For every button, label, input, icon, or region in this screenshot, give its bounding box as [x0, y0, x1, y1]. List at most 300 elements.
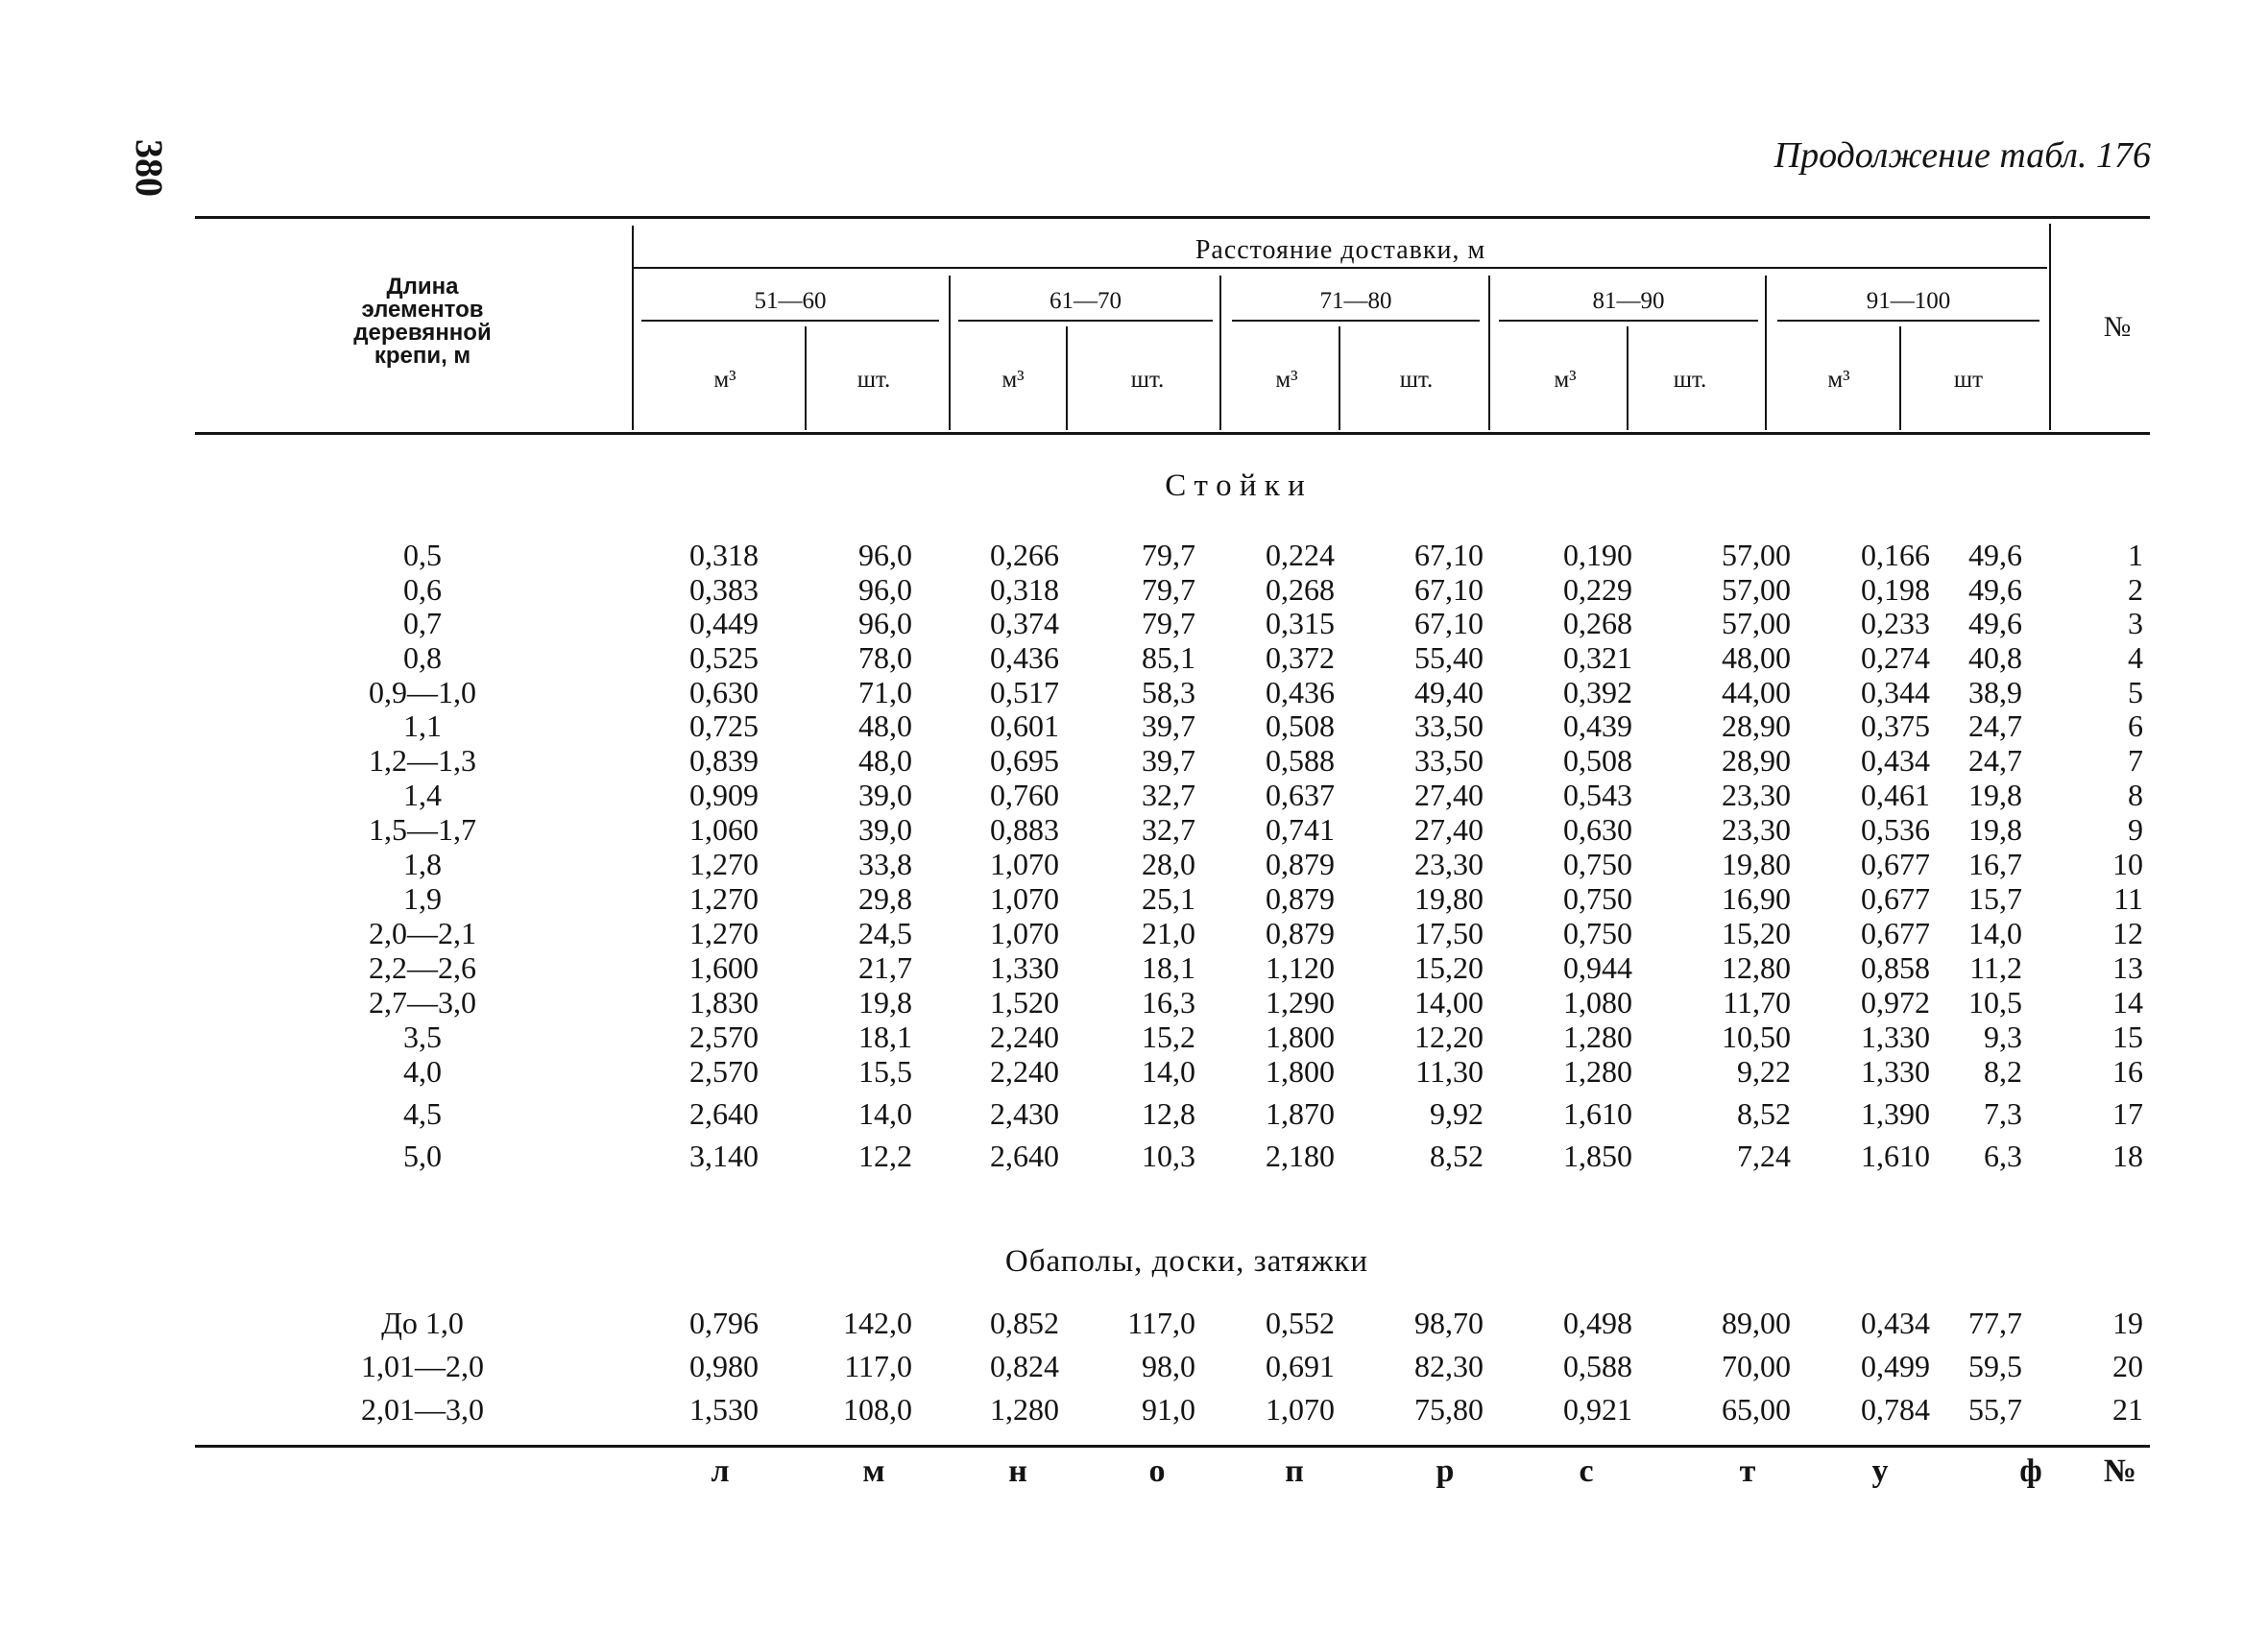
value-cell: 117,0 [1127, 1306, 1195, 1340]
value-cell: 0,677 [1861, 847, 1930, 881]
value-cell: 79,7 [1142, 538, 1195, 572]
value-cell: 1,800 [1266, 1054, 1335, 1089]
column-letter: ф [2019, 1453, 2042, 1489]
row-number-cell: 9 [2128, 812, 2143, 847]
value-cell: 0,760 [990, 778, 1059, 812]
table-row [0, 1306, 2268, 1340]
value-cell: 15,7 [1968, 881, 2022, 916]
value-cell: 77,7 [1968, 1306, 2022, 1340]
row-number-cell: 8 [2128, 778, 2143, 812]
distance-underline [634, 267, 2047, 269]
range-underline-4 [1499, 320, 1758, 322]
row-number-cell: 12 [2112, 916, 2143, 950]
value-cell: 1,600 [689, 950, 759, 985]
row-number-cell: 11 [2113, 881, 2143, 916]
value-cell: 1,270 [689, 847, 759, 881]
length-cell: 2,2—2,6 [369, 950, 476, 985]
value-cell: 33,8 [858, 847, 912, 881]
value-cell: 1,070 [1266, 1392, 1335, 1427]
unit-sht-5: шт [1953, 367, 1984, 393]
column-letter: р [1436, 1453, 1455, 1489]
value-cell: 16,90 [1722, 881, 1791, 916]
value-cell: 0,268 [1563, 606, 1632, 640]
value-cell: 21,7 [858, 950, 912, 985]
value-cell: 49,6 [1968, 572, 2022, 607]
value-cell: 85,1 [1142, 640, 1195, 675]
row-number-cell: 6 [2128, 708, 2143, 743]
value-cell: 0,725 [689, 708, 759, 743]
value-cell: 0,909 [689, 778, 759, 812]
column-letter: н [1008, 1453, 1027, 1489]
table-row [0, 1096, 2268, 1131]
value-cell: 0,449 [689, 606, 759, 640]
value-cell: 15,20 [1414, 950, 1484, 985]
table-row [0, 950, 2268, 985]
range-divider-1 [949, 276, 951, 430]
table-row [0, 675, 2268, 709]
value-cell: 12,2 [858, 1139, 912, 1173]
value-cell: 14,0 [1142, 1054, 1195, 1089]
table-row [0, 708, 2268, 743]
column-letter: л [711, 1453, 730, 1489]
value-cell: 48,00 [1722, 640, 1791, 675]
value-cell: 0,318 [689, 538, 759, 572]
length-cell: 1,4 [403, 778, 442, 812]
value-cell: 0,750 [1563, 916, 1632, 950]
value-cell: 0,229 [1563, 572, 1632, 607]
value-cell: 70,00 [1722, 1349, 1791, 1383]
row-number-cell: 3 [2128, 606, 2143, 640]
value-cell: 0,344 [1861, 675, 1930, 709]
table-row [0, 1020, 2268, 1054]
table-row [0, 1349, 2268, 1383]
unit-divider-3 [1339, 326, 1340, 430]
table-row [0, 916, 2268, 950]
value-cell: 0,375 [1861, 708, 1930, 743]
column-letter: м [862, 1453, 885, 1489]
value-cell: 0,750 [1563, 847, 1632, 881]
unit-divider-2 [1066, 326, 1068, 430]
value-cell: 0,630 [689, 675, 759, 709]
value-cell: 25,1 [1142, 881, 1195, 916]
value-cell: 21,0 [1142, 916, 1195, 950]
value-cell: 12,20 [1414, 1020, 1484, 1054]
row-number-cell: 17 [2112, 1096, 2143, 1131]
length-cell: 1,1 [403, 708, 442, 743]
value-cell: 1,800 [1266, 1020, 1335, 1054]
value-cell: 0,677 [1861, 881, 1930, 916]
value-cell: 2,180 [1266, 1139, 1335, 1173]
table-row [0, 778, 2268, 812]
value-cell: 0,224 [1266, 538, 1335, 572]
length-cell: 3,5 [403, 1020, 442, 1054]
value-cell: 1,290 [1266, 985, 1335, 1020]
value-cell: 57,00 [1722, 538, 1791, 572]
value-cell: 0,858 [1861, 950, 1930, 985]
value-cell: 49,6 [1968, 606, 2022, 640]
value-cell: 1,280 [1563, 1020, 1632, 1054]
value-cell: 79,7 [1142, 606, 1195, 640]
value-cell: 18,1 [858, 1020, 912, 1054]
value-cell: 108,0 [843, 1392, 912, 1427]
col-divider-num [2049, 224, 2051, 430]
table-row [0, 1054, 2268, 1089]
row-number-cell: 19 [2112, 1306, 2143, 1340]
length-cell: До 1,0 [381, 1306, 464, 1340]
value-cell: 1,070 [990, 847, 1059, 881]
table-row [0, 985, 2268, 1020]
value-cell: 117,0 [844, 1349, 912, 1383]
value-cell: 19,8 [858, 985, 912, 1020]
value-cell: 10,50 [1722, 1020, 1791, 1054]
value-cell: 16,7 [1968, 847, 2022, 881]
value-cell: 27,40 [1414, 778, 1484, 812]
row-number-cell: 15 [2112, 1020, 2143, 1054]
value-cell: 39,7 [1142, 708, 1195, 743]
value-cell: 0,198 [1861, 572, 1930, 607]
column-letter: № [2103, 1453, 2137, 1489]
value-cell: 0,508 [1563, 743, 1632, 778]
value-cell: 8,52 [1737, 1096, 1791, 1131]
value-cell: 0,233 [1861, 606, 1930, 640]
value-cell: 0,266 [990, 538, 1059, 572]
range-divider-3 [1488, 276, 1490, 430]
value-cell: 96,0 [858, 606, 912, 640]
value-cell: 9,92 [1430, 1096, 1484, 1131]
range-underline-1 [641, 320, 939, 322]
length-cell: 1,9 [403, 881, 442, 916]
value-cell: 39,0 [858, 778, 912, 812]
column-letters [0, 1453, 2268, 1492]
value-cell: 17,50 [1414, 916, 1484, 950]
value-cell: 23,30 [1722, 812, 1791, 847]
value-cell: 24,5 [858, 916, 912, 950]
column-letter: о [1148, 1453, 1166, 1489]
value-cell: 32,7 [1142, 812, 1195, 847]
value-cell: 0,499 [1861, 1349, 1930, 1383]
table-row [0, 1392, 2268, 1427]
value-cell: 96,0 [858, 538, 912, 572]
value-cell: 9,22 [1737, 1054, 1791, 1089]
value-cell: 0,677 [1861, 916, 1930, 950]
value-cell: 1,270 [689, 881, 759, 916]
unit-sht-2: шт. [1130, 367, 1165, 393]
value-cell: 49,40 [1414, 675, 1484, 709]
value-cell: 98,70 [1414, 1306, 1484, 1340]
value-cell: 1,280 [1563, 1054, 1632, 1089]
row-number-cell: 16 [2112, 1054, 2143, 1089]
value-cell: 0,972 [1861, 985, 1930, 1020]
table-row [0, 606, 2268, 640]
unit-m3-3: м³ [1275, 367, 1298, 393]
value-cell: 1,280 [990, 1392, 1059, 1427]
table-row [0, 743, 2268, 778]
value-cell: 0,883 [990, 812, 1059, 847]
value-cell: 79,7 [1142, 572, 1195, 607]
value-cell: 2,640 [689, 1096, 759, 1131]
value-cell: 65,00 [1722, 1392, 1791, 1427]
value-cell: 0,588 [1266, 743, 1335, 778]
table-row [0, 881, 2268, 916]
row-number-cell: 14 [2112, 985, 2143, 1020]
value-cell: 57,00 [1722, 572, 1791, 607]
value-cell: 44,00 [1722, 675, 1791, 709]
unit-divider-5 [1899, 326, 1901, 430]
unit-sht-1: шт. [857, 367, 891, 393]
value-cell: 14,0 [858, 1096, 912, 1131]
column-letter: у [1871, 1453, 1889, 1489]
value-cell: 0,190 [1563, 538, 1632, 572]
value-cell: 1,060 [689, 812, 759, 847]
value-cell: 0,796 [689, 1306, 759, 1340]
row-number-cell: 10 [2112, 847, 2143, 881]
value-cell: 67,10 [1414, 606, 1484, 640]
value-cell: 75,80 [1414, 1392, 1484, 1427]
value-cell: 0,543 [1563, 778, 1632, 812]
table-row [0, 812, 2268, 847]
value-cell: 0,392 [1563, 675, 1632, 709]
value-cell: 28,90 [1722, 708, 1791, 743]
value-cell: 24,7 [1968, 708, 2022, 743]
row-number-cell: 18 [2112, 1139, 2143, 1173]
value-cell: 1,120 [1266, 950, 1335, 985]
value-cell: 2,640 [990, 1139, 1059, 1173]
range-underline-5 [1777, 320, 2039, 322]
value-cell: 0,436 [990, 640, 1059, 675]
value-cell: 0,980 [689, 1349, 759, 1383]
table-row [0, 847, 2268, 881]
value-cell: 6,3 [1984, 1139, 2022, 1173]
value-cell: 0,315 [1266, 606, 1335, 640]
top-rule [195, 216, 2150, 219]
value-cell: 142,0 [843, 1306, 912, 1340]
value-cell: 32,7 [1142, 778, 1195, 812]
value-cell: 11,2 [1969, 950, 2022, 985]
value-cell: 12,8 [1142, 1096, 1195, 1131]
value-cell: 33,50 [1414, 708, 1484, 743]
value-cell: 55,40 [1414, 640, 1484, 675]
value-cell: 0,318 [990, 572, 1059, 607]
value-cell: 1,070 [990, 916, 1059, 950]
value-cell: 14,0 [1968, 916, 2022, 950]
value-cell: 0,374 [990, 606, 1059, 640]
value-cell: 1,610 [1563, 1096, 1632, 1131]
value-cell: 67,10 [1414, 538, 1484, 572]
range-divider-4 [1765, 276, 1767, 430]
value-cell: 0,839 [689, 743, 759, 778]
table-row [0, 572, 2268, 607]
length-cell: 0,9—1,0 [369, 675, 476, 709]
value-cell: 0,630 [1563, 812, 1632, 847]
value-cell: 19,80 [1722, 847, 1791, 881]
range-71-80: 71—80 [1319, 288, 1392, 314]
value-cell: 1,830 [689, 985, 759, 1020]
value-cell: 0,434 [1861, 743, 1930, 778]
value-cell: 19,80 [1414, 881, 1484, 916]
row-number-cell: 7 [2128, 743, 2143, 778]
value-cell: 8,52 [1430, 1139, 1484, 1173]
value-cell: 96,0 [858, 572, 912, 607]
value-cell: 0,268 [1266, 572, 1335, 607]
value-cell: 38,9 [1968, 675, 2022, 709]
value-cell: 0,588 [1563, 1349, 1632, 1383]
value-cell: 23,30 [1722, 778, 1791, 812]
length-cell: 0,6 [403, 572, 442, 607]
value-cell: 1,330 [1861, 1020, 1930, 1054]
value-cell: 78,0 [858, 640, 912, 675]
value-cell: 27,40 [1414, 812, 1484, 847]
value-cell: 0,691 [1266, 1349, 1335, 1383]
value-cell: 91,0 [1142, 1392, 1195, 1427]
length-cell: 4,5 [403, 1096, 442, 1131]
value-cell: 8,2 [1984, 1054, 2022, 1089]
value-cell: 0,508 [1266, 708, 1335, 743]
value-cell: 0,784 [1861, 1392, 1930, 1427]
value-cell: 28,90 [1722, 743, 1791, 778]
unit-m3-5: м³ [1827, 367, 1850, 393]
row-number-cell: 13 [2112, 950, 2143, 985]
value-cell: 3,140 [689, 1139, 759, 1173]
unit-divider-4 [1627, 326, 1629, 430]
length-cell: 4,0 [403, 1054, 442, 1089]
row-number-cell: 20 [2112, 1349, 2143, 1383]
header-bottom-rule [195, 432, 2150, 435]
value-cell: 67,10 [1414, 572, 1484, 607]
section-title-obapoly: Обаполы, доски, затяжки [1004, 1244, 1369, 1279]
unit-m3-1: м³ [713, 367, 736, 393]
unit-sht-3: шт. [1399, 367, 1434, 393]
value-cell: 15,2 [1142, 1020, 1195, 1054]
value-cell: 82,30 [1414, 1349, 1484, 1383]
value-cell: 0,498 [1563, 1306, 1632, 1340]
value-cell: 0,536 [1861, 812, 1930, 847]
value-cell: 59,5 [1968, 1349, 2022, 1383]
value-cell: 19,8 [1968, 812, 2022, 847]
table-row [0, 538, 2268, 572]
value-cell: 11,70 [1723, 985, 1791, 1020]
value-cell: 0,879 [1266, 916, 1335, 950]
value-cell: 0,517 [990, 675, 1059, 709]
length-column-header: Длина элементов деревянной крепи, м [353, 274, 492, 369]
value-cell: 0,434 [1861, 1306, 1930, 1340]
value-cell: 19,8 [1968, 778, 2022, 812]
value-cell: 40,8 [1968, 640, 2022, 675]
row-number-cell: 21 [2112, 1392, 2143, 1427]
value-cell: 1,270 [689, 916, 759, 950]
value-cell: 89,00 [1722, 1306, 1791, 1340]
length-cell: 0,5 [403, 538, 442, 572]
value-cell: 0,383 [689, 572, 759, 607]
length-cell: 5,0 [403, 1139, 442, 1173]
value-cell: 0,166 [1861, 538, 1930, 572]
row-number-cell: 2 [2128, 572, 2143, 607]
length-cell: 1,01—2,0 [361, 1349, 484, 1383]
value-cell: 0,852 [990, 1306, 1059, 1340]
value-cell: 1,870 [1266, 1096, 1335, 1131]
length-cell: 0,8 [403, 640, 442, 675]
value-cell: 2,240 [990, 1054, 1059, 1089]
value-cell: 23,30 [1414, 847, 1484, 881]
value-cell: 0,879 [1266, 881, 1335, 916]
value-cell: 7,24 [1737, 1139, 1791, 1173]
value-cell: 10,5 [1968, 985, 2022, 1020]
column-letter: т [1739, 1453, 1756, 1489]
length-cell: 0,7 [403, 606, 442, 640]
section-title-stoiki: С т о й к и [1165, 468, 1305, 503]
value-cell: 1,530 [689, 1392, 759, 1427]
range-81-90: 81—90 [1592, 288, 1665, 314]
length-cell: 1,2—1,3 [369, 743, 476, 778]
value-cell: 29,8 [858, 881, 912, 916]
value-cell: 14,00 [1414, 985, 1484, 1020]
value-cell: 98,0 [1142, 1349, 1195, 1383]
unit-m3-2: м³ [1001, 367, 1025, 393]
row-number-cell: 4 [2128, 640, 2143, 675]
value-cell: 0,695 [990, 743, 1059, 778]
value-cell: 24,7 [1968, 743, 2022, 778]
value-cell: 0,372 [1266, 640, 1335, 675]
value-cell: 1,330 [990, 950, 1059, 985]
value-cell: 0,921 [1563, 1392, 1632, 1427]
range-91-100: 91—100 [1866, 288, 1951, 314]
value-cell: 33,50 [1414, 743, 1484, 778]
column-letter: с [1579, 1453, 1594, 1489]
value-cell: 12,80 [1722, 950, 1791, 985]
number-column-header: № [2103, 311, 2132, 343]
range-61-70: 61—70 [1050, 288, 1122, 314]
unit-divider-1 [805, 326, 807, 430]
value-cell: 10,3 [1142, 1139, 1195, 1173]
length-cell: 1,5—1,7 [369, 812, 476, 847]
value-cell: 39,7 [1142, 743, 1195, 778]
range-51-60: 51—60 [754, 288, 827, 314]
value-cell: 0,274 [1861, 640, 1930, 675]
length-cell: 1,8 [403, 847, 442, 881]
row-number-cell: 1 [2128, 538, 2143, 572]
length-cell: 2,01—3,0 [361, 1392, 484, 1427]
value-cell: 9,3 [1984, 1020, 2022, 1054]
value-cell: 28,0 [1142, 847, 1195, 881]
value-cell: 0,750 [1563, 881, 1632, 916]
value-cell: 2,240 [990, 1020, 1059, 1054]
value-cell: 0,944 [1563, 950, 1632, 985]
value-cell: 2,570 [689, 1020, 759, 1054]
value-cell: 2,570 [689, 1054, 759, 1089]
value-cell: 1,850 [1563, 1139, 1632, 1173]
value-cell: 1,520 [990, 985, 1059, 1020]
value-cell: 0,525 [689, 640, 759, 675]
page-number: 380 [128, 139, 171, 197]
value-cell: 0,552 [1266, 1306, 1335, 1340]
column-letter: п [1285, 1453, 1304, 1489]
value-cell: 15,20 [1722, 916, 1791, 950]
value-cell: 1,070 [990, 881, 1059, 916]
value-cell: 0,601 [990, 708, 1059, 743]
length-cell: 2,0—2,1 [369, 916, 476, 950]
value-cell: 48,0 [858, 743, 912, 778]
value-cell: 0,637 [1266, 778, 1335, 812]
range-divider-2 [1219, 276, 1221, 430]
value-cell: 18,1 [1142, 950, 1195, 985]
value-cell: 0,439 [1563, 708, 1632, 743]
value-cell: 1,080 [1563, 985, 1632, 1020]
value-cell: 2,430 [990, 1096, 1059, 1131]
value-cell: 15,5 [858, 1054, 912, 1089]
table-row [0, 640, 2268, 675]
value-cell: 0,461 [1861, 778, 1930, 812]
value-cell: 0,321 [1563, 640, 1632, 675]
value-cell: 0,741 [1266, 812, 1335, 847]
